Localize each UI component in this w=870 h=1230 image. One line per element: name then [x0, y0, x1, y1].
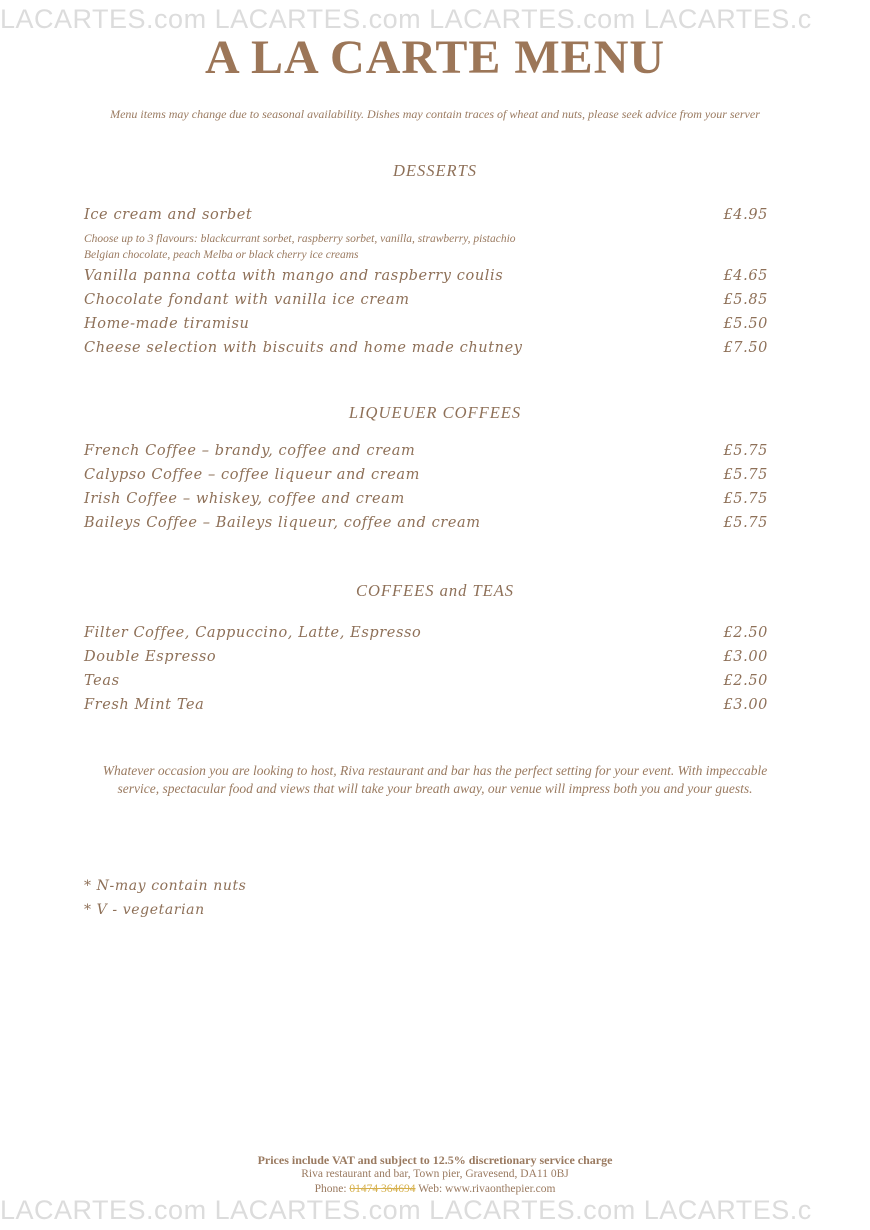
menu-item-name: Vanilla panna cotta with mango and raspberry coulis	[84, 268, 504, 284]
menu-item	[84, 673, 768, 695]
menu-item	[84, 697, 768, 719]
menu-notice: Menu items may change due to seasonal availability. Dishes may contain traces of wheat and nuts, please seek advice from your server	[110, 107, 760, 121]
menu-item-price: £5.75	[723, 443, 768, 459]
menu-item-price: £5.75	[723, 515, 768, 531]
watermark-bottom: LACARTES.com LACARTES.com LACARTES.com LACARTES.c	[0, 1195, 812, 1225]
page-title: A LA CARTE MENU	[204, 31, 666, 84]
menu-item-price: £3.00	[723, 649, 768, 665]
menu-item	[84, 268, 768, 290]
menu-item-description: Choose up to 3 flavours: blackcurrant sorbet, raspberry sorbet, vanilla, strawberry, pistachio	[84, 233, 516, 245]
menu-item-name: Calypso Coffee – coffee liqueur and cream	[84, 467, 421, 483]
menu-item-name: Double Espresso	[84, 649, 217, 665]
menu-item-name: French Coffee – brandy, coffee and cream	[84, 443, 416, 459]
menu-item-name: Irish Coffee – whiskey, coffee and cream	[84, 491, 405, 507]
footer-vat-note: Prices include VAT and subject to 12.5% discretionary service charge	[257, 1153, 613, 1167]
menu-item-name: Baileys Coffee – Baileys liqueur, coffee and cream	[84, 515, 481, 531]
dietary-note-nuts: * N-may contain nuts	[84, 878, 247, 894]
menu-item-name: Fresh Mint Tea	[84, 697, 205, 713]
menu-item-price: £5.75	[723, 491, 768, 507]
menu-item	[84, 443, 768, 465]
section-heading-desserts: DESSERTS	[392, 161, 478, 180]
menu-item	[84, 515, 768, 537]
menu-item-price: £2.50	[723, 625, 768, 641]
menu-item-name: Ice cream and sorbet	[84, 207, 253, 223]
phone-label: Phone:	[314, 1183, 347, 1195]
menu-item-name: Chocolate fondant with vanilla ice cream	[84, 292, 410, 308]
menu-item-name: Teas	[84, 673, 120, 689]
menu-item-price: £4.65	[723, 268, 768, 284]
menu-item	[84, 625, 768, 647]
menu-item	[84, 207, 768, 229]
menu-item-price: £5.85	[723, 292, 768, 308]
menu-item-price: £7.50	[723, 340, 768, 356]
menu-item	[84, 316, 768, 338]
event-promo-text: Whatever occasion you are looking to host, Riva restaurant and bar has the perfect setting for your event. With impeccable service, spectacular food and views that will take your breath away, our venue will impress both you and your guests.	[102, 763, 768, 796]
menu-item	[84, 491, 768, 513]
section-heading-coffees-teas: COFFEES and TEAS	[355, 581, 515, 600]
web-label: Web:	[418, 1183, 443, 1195]
section-heading-liqueur-coffees: LIQUEUER COFFEES	[348, 403, 522, 422]
menu-item	[84, 467, 768, 489]
menu-item-price: £4.95	[723, 207, 768, 223]
menu-item	[84, 649, 768, 671]
menu-item	[84, 292, 768, 314]
watermark-top: LACARTES.com LACARTES.com LACARTES.com LACARTES.c	[0, 4, 812, 34]
dietary-note-vegetarian: * V - vegetarian	[84, 902, 205, 918]
menu-item-name: Filter Coffee, Cappuccino, Latte, Espresso	[84, 625, 422, 641]
website-link[interactable]: www.rivaonthepier.com	[445, 1183, 556, 1195]
menu-item-description: Belgian chocolate, peach Melba or black cherry ice creams	[84, 249, 359, 261]
menu-item-price: £3.00	[723, 697, 768, 713]
menu-item-name: Home-made tiramisu	[84, 316, 250, 332]
menu-item-price: £5.50	[723, 316, 768, 332]
footer-contact	[0, 1183, 870, 1195]
menu-item-name: Cheese selection with biscuits and home made chutney	[84, 340, 523, 356]
menu-item	[84, 340, 768, 362]
menu-item-price: £2.50	[723, 673, 768, 689]
footer-address: Riva restaurant and bar, Town pier, Gravesend, DA11 0BJ	[301, 1168, 569, 1180]
menu-item-price: £5.75	[723, 467, 768, 483]
phone-number[interactable]: 01474 364694	[349, 1183, 416, 1195]
